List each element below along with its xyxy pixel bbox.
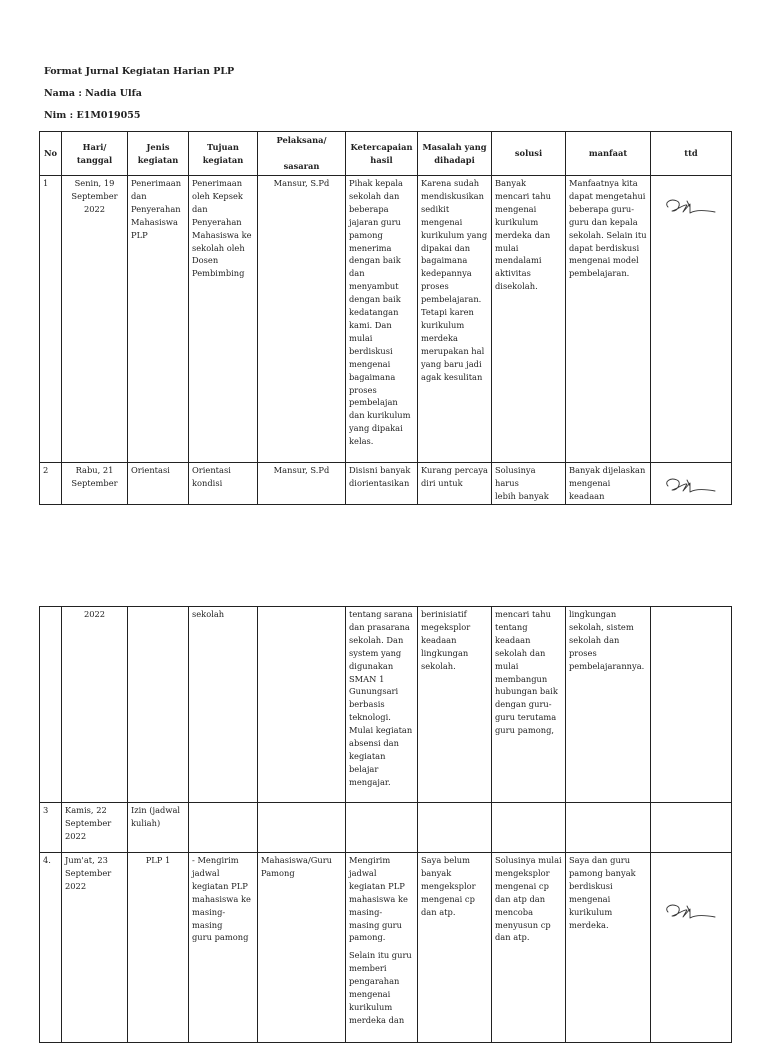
cell-hasil: [346, 853, 418, 1043]
cell-ttd: [651, 463, 732, 505]
cell-pelaksana: Mansur, S.Pd: [258, 176, 346, 463]
table-row: [40, 853, 732, 1043]
cell-solusi: [492, 803, 566, 853]
cell-masalah: Kurang percaya diri untuk: [418, 463, 492, 505]
cell-tujuan: Orientasi kondisi: [189, 463, 258, 505]
table-row: [40, 176, 732, 463]
cell-hasil: Pihak kepala sekolah dan beberapa jajaran guru pamong menerima dengan baik dan menyambut dengan baik kedatangan kami. Dan mulai berdiskusi mengenai bagaimana proses pembelajan dan kurikulum yang dipakai kelas.: [346, 176, 418, 463]
document-title: Format Jurnal Kegiatan Harian PLP: [44, 66, 235, 77]
col-header-no: No: [40, 132, 62, 176]
cell-solusi: Solusinya mulai mengeksplor mengenai cp dan atp dan mencoba menyusun cp dan atp.: [492, 853, 566, 1043]
cell-masalah: Saya belum banyak mengeksplor mengenai cp dan atp.: [418, 853, 492, 1043]
table-row: [40, 803, 732, 853]
cell-ttd: [651, 176, 732, 463]
student-name: Nama : Nadia Ulfa: [44, 88, 142, 99]
cell-date: Kamis, 22 September 2022: [62, 803, 128, 853]
col-header-jenis: Jenis kegiatan: [128, 132, 189, 176]
cell-jenis: Orientasi: [128, 463, 189, 505]
cell-jenis: [128, 607, 189, 803]
cell-manfaat: Saya dan guru pamong banyak berdiskusi mengenai kurikulum merdeka.: [566, 853, 651, 1043]
cell-date: Jum'at, 23 September 2022: [62, 853, 128, 1043]
cell-jenis: PLP 1: [128, 853, 189, 1043]
col-header-ttd: ttd: [651, 132, 732, 176]
cell-hasil-para-2: Selain itu guru memberi pengarahan mengenai kurikulum merdeka dan: [349, 950, 412, 1025]
cell-hasil: tentang sarana dan prasarana sekolah. Dan system yang digunakan SMAN 1 Gunungsari berbasis teknologi. Mulai kegiatan absensi dan kegiatan belajar mengajar.: [346, 607, 418, 803]
cell-masalah: berinisiatif megeksplor keadaan lingkungan sekolah.: [418, 607, 492, 803]
cell-solusi: Banyak mencari tahu mengenai kurikulum merdeka dan mulai mendalami aktivitas disekolah.: [492, 176, 566, 463]
journal-table-page-2: [39, 606, 732, 1043]
cell-manfaat: Banyak dijelaskan mengenai keadaan: [566, 463, 651, 505]
cell-manfaat: lingkungan sekolah, sistem sekolah dan proses pembelajarannya.: [566, 607, 651, 803]
cell-hasil: [346, 803, 418, 853]
cell-solusi: mencari tahu tentang keadaan sekolah dan mulai membangun hubungan baik dengan guru- guru terutama guru pamong,: [492, 607, 566, 803]
signature-icon: [663, 898, 719, 924]
cell-date: Senin, 19 September 2022: [62, 176, 128, 463]
cell-hasil: Disisni banyak diorientasikan: [346, 463, 418, 505]
cell-tujuan: [189, 803, 258, 853]
signature-icon: [663, 472, 719, 498]
col-header-tujuan: Tujuan kegiatan: [189, 132, 258, 176]
cell-no: [40, 607, 62, 803]
cell-date: 2022: [62, 607, 128, 803]
cell-jenis: Izin (jadwal kuliah): [128, 803, 189, 853]
cell-pelaksana: [258, 607, 346, 803]
table-header-row: [40, 132, 732, 176]
col-header-solusi: solusi: [492, 132, 566, 176]
col-header-masalah: Masalah yang dihadapi: [418, 132, 492, 176]
cell-masalah: Karena sudah mendiskusikan sedikit mengenai kurikulum yang dipakai dan bagaimana kedepannya proses pembelajaran. Tetapi karen kurikulum merdeka merupakan hal yang baru jadi agak kesulitan: [418, 176, 492, 463]
cell-solusi: Solusinya harus lebih banyak: [492, 463, 566, 505]
cell-no: 1: [40, 176, 62, 463]
cell-no: 4.: [40, 853, 62, 1043]
cell-hasil-para-1: Mengirim jadwal kegiatan PLP mahasiswa ke masing- masing guru pamong.: [349, 855, 408, 943]
cell-date: Rabu, 21 September: [62, 463, 128, 505]
cell-tujuan: sekolah: [189, 607, 258, 803]
cell-ttd: [651, 853, 732, 1043]
cell-masalah: [418, 803, 492, 853]
cell-pelaksana: Mahasiswa/Guru Pamong: [258, 853, 346, 1043]
cell-tujuan: - Mengirim jadwal kegiatan PLP mahasiswa ke masing-masing guru pamong: [189, 853, 258, 1043]
student-nim: Nim : E1M019055: [44, 110, 141, 121]
cell-manfaat: Manfaatnya kita dapat mengetahui beberapa guru- guru dan kepala sekolah. Selain itu dapat berdiskusi mengenai model pembelajaran.: [566, 176, 651, 463]
cell-tujuan: Penerimaan oleh Kepsek dan Penyerahan Mahasiswa ke sekolah oleh Dosen Pembimbing: [189, 176, 258, 463]
cell-no: 3: [40, 803, 62, 853]
col-header-pelaksana: Pelaksana/ sasaran: [258, 132, 346, 176]
signature-icon: [663, 193, 719, 219]
cell-no: 2: [40, 463, 62, 505]
table-row: [40, 607, 732, 803]
cell-pelaksana: Mansur, S.Pd: [258, 463, 346, 505]
journal-table-page-1: [39, 131, 732, 505]
cell-jenis: Penerimaan dan Penyerahan Mahasiswa PLP: [128, 176, 189, 463]
col-header-date: Hari/ tanggal: [62, 132, 128, 176]
table-row: [40, 463, 732, 505]
cell-pelaksana: [258, 803, 346, 853]
cell-manfaat: [566, 803, 651, 853]
cell-ttd: [651, 607, 732, 803]
cell-ttd: [651, 803, 732, 853]
col-header-manfaat: manfaat: [566, 132, 651, 176]
col-header-hasil: Ketercapaian hasil: [346, 132, 418, 176]
